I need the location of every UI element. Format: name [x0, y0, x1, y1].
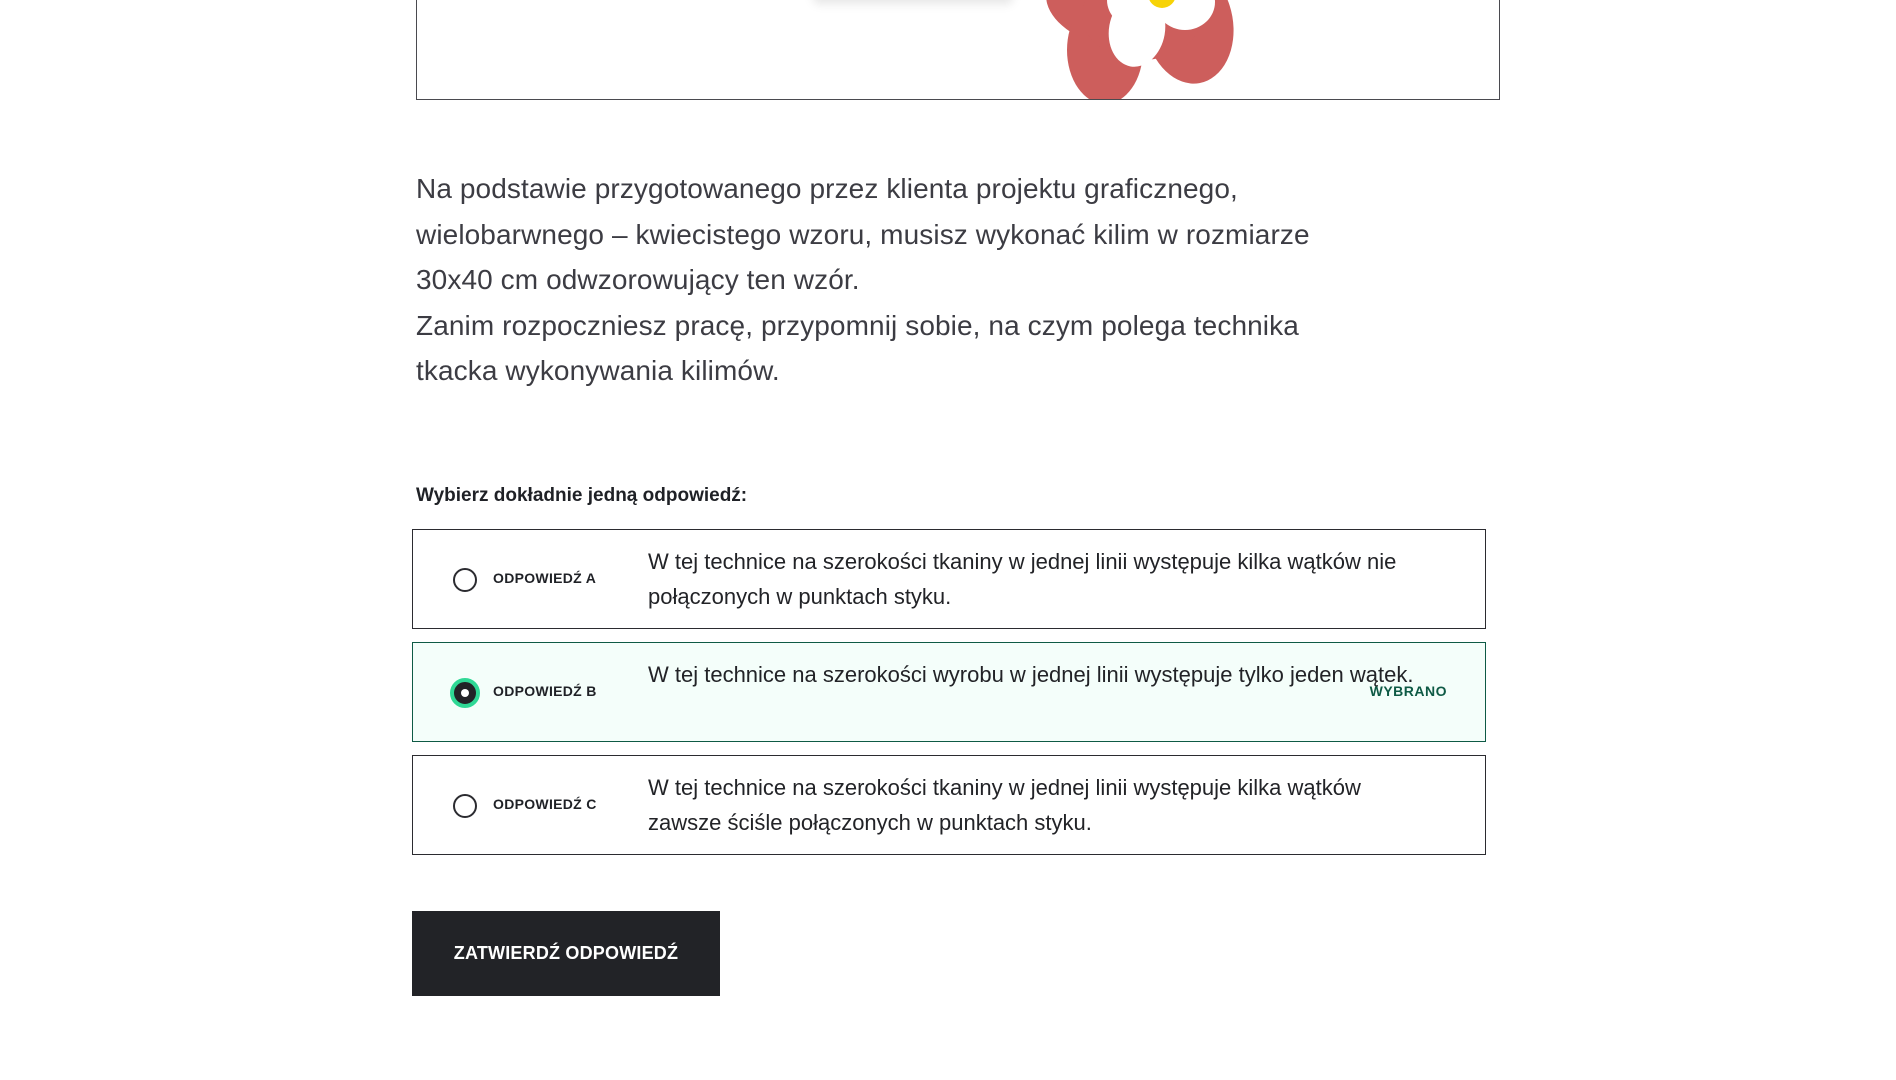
answer-options — [412, 529, 1486, 868]
answer-option-c[interactable] — [412, 755, 1486, 855]
pattern-image-frame — [416, 0, 1500, 100]
radio-unchecked-icon[interactable] — [453, 568, 477, 592]
task-paragraph: Na podstawie przygotowanego przez klienta projektu graficznego, wielobarwnego – kwiecistego wzoru, musisz wykonać kilim w rozmiarze 30x40 cm odwzorowujący ten wzór. — [416, 173, 1310, 295]
question-instruction: Wybierz dokładnie jedną odpowiedź: — [416, 485, 748, 506]
task-description — [416, 166, 1336, 394]
flower-pattern-image — [977, 0, 1277, 100]
radio-unchecked-icon[interactable] — [453, 794, 477, 818]
submit-answer-button[interactable]: ZATWIERDŹ ODPOWIEDŹ — [412, 911, 720, 996]
task-paragraph: Zanim rozpoczniesz pracę, przypomnij sobie, na czym polega technika tkacka wykonywania kilimów. — [416, 309, 1299, 386]
option-label: ODPOWIEDŹ B — [493, 683, 597, 699]
selected-badge: WYBRANO — [1369, 683, 1447, 699]
answer-option-a[interactable] — [412, 529, 1486, 629]
option-label: ODPOWIEDŹ C — [493, 796, 597, 812]
option-label: ODPOWIEDŹ A — [493, 570, 597, 586]
option-text: W tej technice na szerokości tkaniny w jednej linii występuje kilka wątków zawsze ściśle połączonych w punktach styku. — [648, 775, 1361, 835]
answer-option-b[interactable] — [412, 642, 1486, 742]
radio-checked-icon[interactable] — [450, 678, 480, 708]
option-text: W tej technice na szerokości tkaniny w jednej linii występuje kilka wątków nie połączonych w punktach styku. — [648, 549, 1397, 609]
option-text: W tej technice na szerokości wyrobu w jednej linii występuje tylko jeden wątek. — [648, 662, 1414, 687]
